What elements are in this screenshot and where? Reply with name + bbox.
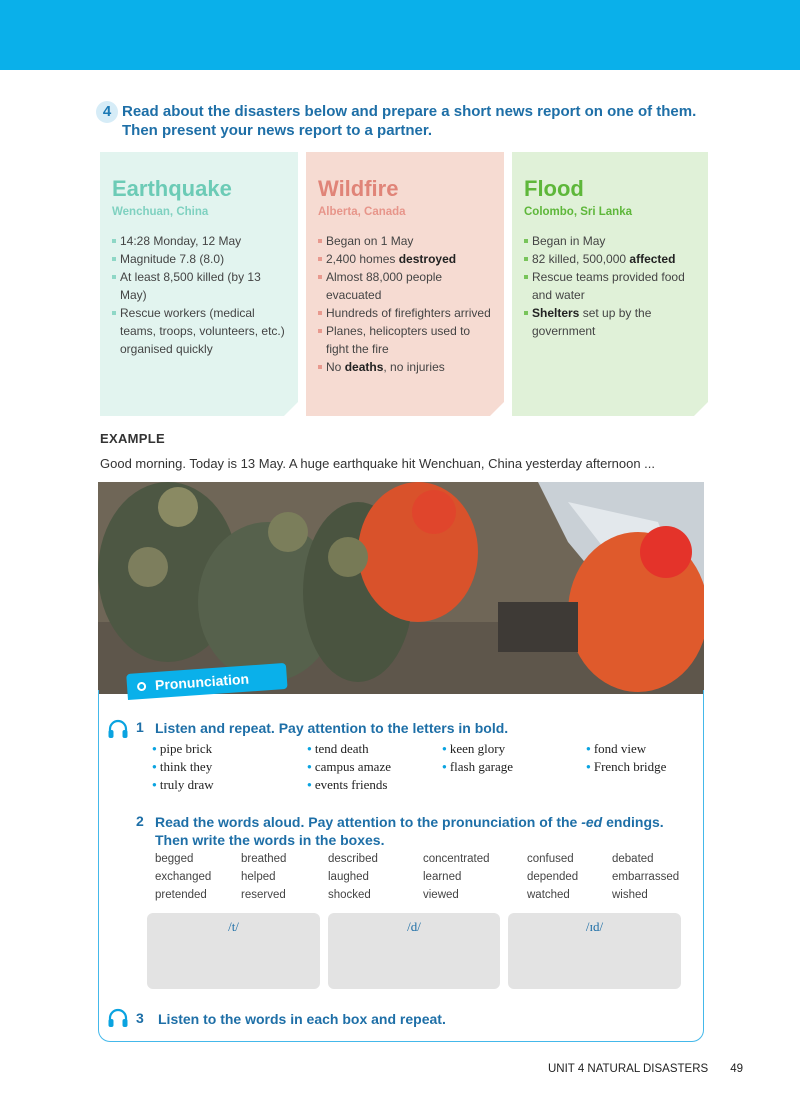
- fact-item: 82 killed, 500,000 affected: [524, 250, 696, 268]
- sound-box-id[interactable]: [508, 913, 681, 989]
- ed-word: learned: [423, 871, 462, 883]
- ed-word: reserved: [241, 889, 286, 901]
- exercise-2-instructions: Read the words aloud. Pay attention to the pronunciation of the -ed endings. Then write the words in the boxes.: [155, 814, 664, 848]
- page-number: 49: [730, 1063, 743, 1075]
- card-title: Earthquake: [112, 176, 232, 201]
- card-corner: [490, 402, 504, 416]
- ed-word: exchanged: [155, 871, 212, 883]
- card-place: Wenchuan, China: [112, 206, 209, 218]
- page-footer: [548, 1063, 743, 1075]
- word-pair: ● French bridge: [586, 758, 726, 776]
- fact-list: [318, 232, 492, 376]
- ed-word: embarrassed: [612, 871, 680, 883]
- word-pair: ● think they: [152, 758, 292, 776]
- card-title: Wildfire: [318, 176, 399, 201]
- word-pair: ● events friends: [307, 776, 447, 794]
- fact-item: Began on 1 May: [318, 232, 492, 250]
- rescue-scene-image: [98, 482, 704, 694]
- card-corner: [284, 402, 298, 416]
- fact-item: No deaths, no injuries: [318, 358, 492, 376]
- wildfire-card: [306, 152, 504, 416]
- fact-list: [524, 232, 696, 340]
- earthquake-card: [100, 152, 298, 416]
- ed-word: pretended: [155, 889, 207, 901]
- word-column: [152, 740, 292, 794]
- exercise-3-instructions: Listen to the words in each box and repeat.: [158, 1011, 446, 1027]
- task-instructions: Read about the disasters below and prepare a short news report on one of them. Then present your news report to a partner.: [122, 103, 697, 139]
- ed-word: viewed: [423, 889, 459, 901]
- word-column: [442, 740, 582, 776]
- sound-box-t[interactable]: [147, 913, 320, 989]
- word-pair: ● flash garage: [442, 758, 582, 776]
- exercise-1-number: 1: [136, 719, 144, 735]
- fact-item: Rescue teams provided food and water: [524, 268, 696, 304]
- word-column: [586, 740, 726, 776]
- fact-item: Began in May: [524, 232, 696, 250]
- exercise-2-number: 2: [136, 813, 144, 829]
- card-title: Flood: [524, 176, 584, 201]
- word-pair: ● truly draw: [152, 776, 292, 794]
- word-pair: ● campus amaze: [307, 758, 447, 776]
- task-number: 4: [96, 101, 118, 123]
- ed-word: depended: [527, 871, 579, 883]
- fact-item: 2,400 homes destroyed: [318, 250, 492, 268]
- word-pair: ● tend death: [307, 740, 447, 758]
- fact-list: [112, 232, 286, 358]
- disaster-cards: [100, 152, 708, 416]
- headphones-icon[interactable]: [107, 719, 129, 739]
- headphones-icon[interactable]: [107, 1008, 129, 1028]
- fact-item: Hundreds of firefighters arrived: [318, 304, 492, 322]
- card-place: Colombo, Sri Lanka: [524, 206, 632, 218]
- ed-word: confused: [527, 853, 574, 865]
- unit-label: UNIT 4 NATURAL DISASTERS: [548, 1063, 709, 1075]
- sound-box-label: /ɪd/: [585, 919, 604, 934]
- rescue-photo: [98, 482, 704, 694]
- sound-box-label: /d/: [407, 919, 421, 934]
- circle-icon: [137, 682, 147, 692]
- pronunciation-label: Pronunciation: [154, 670, 250, 694]
- word-pair: ● pipe brick: [152, 740, 292, 758]
- flood-card: [512, 152, 708, 416]
- card-corner: [694, 402, 708, 416]
- header-band: [0, 0, 800, 70]
- fact-item: At least 8,500 killed (by 13 May): [112, 268, 286, 304]
- fact-item: Rescue workers (medical teams, troops, volunteers, etc.) organised quickly: [112, 304, 286, 358]
- ed-word: wished: [612, 889, 648, 901]
- ed-word: concentrated: [423, 853, 490, 865]
- ed-word: described: [328, 853, 378, 865]
- ed-word: laughed: [328, 871, 369, 883]
- word-pair: ● fond view: [586, 740, 726, 758]
- word-column: [307, 740, 447, 794]
- example-text: Good morning. Today is 13 May. A huge earthquake hit Wenchuan, China yesterday afternoon ...: [100, 456, 656, 471]
- word-pair: ● keen glory: [442, 740, 582, 758]
- fact-item: Shelters set up by the government: [524, 304, 696, 340]
- fact-item: 14:28 Monday, 12 May: [112, 232, 286, 250]
- exercise-1-instructions: Listen and repeat. Pay attention to the letters in bold.: [155, 720, 509, 736]
- ed-word: shocked: [328, 889, 371, 901]
- card-place: Alberta, Canada: [318, 206, 406, 218]
- sound-box-d[interactable]: [328, 913, 500, 989]
- fact-item: Planes, helicopters used to fight the fire: [318, 322, 492, 358]
- ed-word: helped: [241, 871, 276, 883]
- example-heading: EXAMPLE: [100, 431, 165, 446]
- ed-word: watched: [527, 889, 570, 901]
- word-pairs: [152, 740, 712, 794]
- exercise-3-number: 3: [136, 1010, 144, 1026]
- fact-item: Almost 88,000 people evacuated: [318, 268, 492, 304]
- ed-word-grid: [155, 853, 695, 907]
- ed-word: begged: [155, 853, 194, 865]
- ed-word: debated: [612, 853, 654, 865]
- fact-item: Magnitude 7.8 (8.0): [112, 250, 286, 268]
- sound-box-label: /t/: [228, 919, 239, 934]
- ed-word: breathed: [241, 853, 287, 865]
